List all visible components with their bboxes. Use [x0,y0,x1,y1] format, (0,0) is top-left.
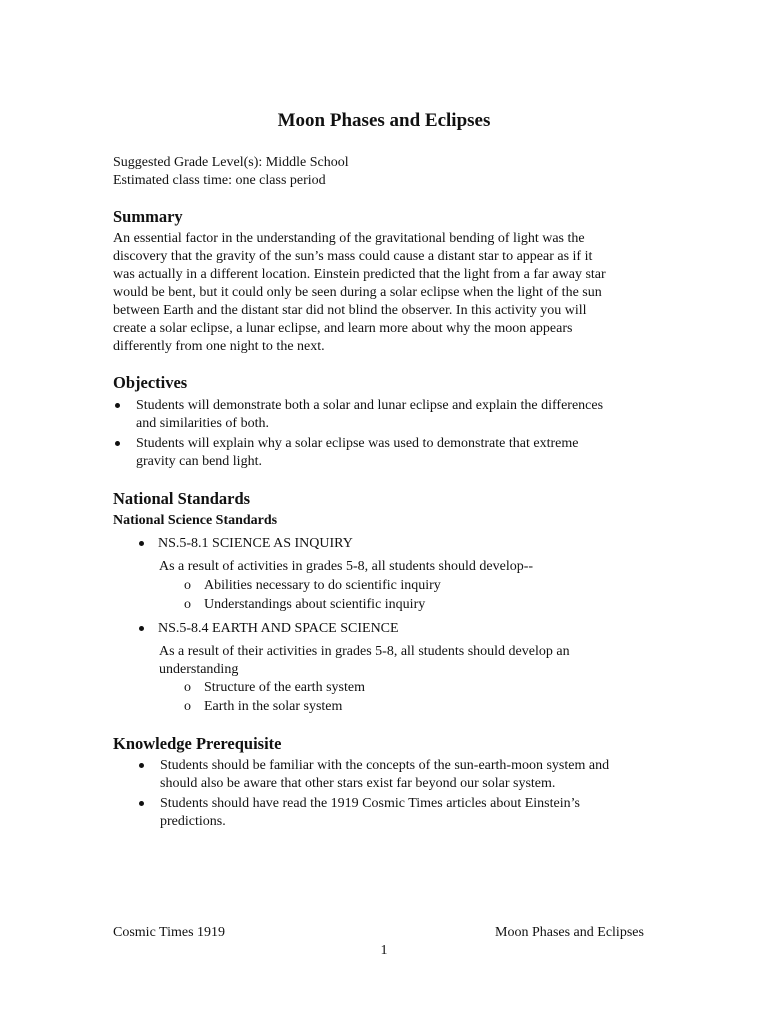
bullet-icon [139,801,144,806]
list-item: Students should have read the 1919 Cosmic Times articles about Einstein’s predictions. [137,795,677,831]
summary-line: An essential factor in the understanding of the gravitational bending of light was the [113,231,585,246]
list-item: o Understandings about scientific inquiry [184,597,426,612]
standards-subheading: National Science Standards [113,513,278,528]
footer-right: Moon Phases and Eclipses [495,925,644,940]
footer-left: Cosmic Times 1919 [113,925,226,940]
standard-sublist [184,678,365,716]
class-time: Estimated class time: one class period [113,173,326,188]
sub-bullet-icon: o [184,578,191,593]
page-number: 1 [380,943,388,958]
bullet-icon [115,441,120,446]
list-item: o Abilities necessary to do scientific inquiry [184,578,441,593]
sub-bullet-icon: o [184,597,191,612]
bullet-icon [139,626,144,631]
prerequisite-heading: Knowledge Prerequisite [113,734,282,753]
standard-intro: As a result of their activities in grades 5-8, all students should develop an understanding [159,644,570,677]
grade-level: Suggested Grade Level(s): Middle School [113,155,349,170]
list-item: o Earth in the solar system [184,699,343,714]
bullet-icon [139,763,144,768]
objectives-list [113,397,673,471]
summary-text [113,230,658,356]
list-item: o Structure of the earth system [184,680,365,695]
standard-code: NS.5-8.1 SCIENCE AS INQUIRY [158,536,353,551]
summary-line: would be bent, but it could only be seen during a solar eclipse when the light of the sun [113,285,602,300]
standard-code: NS.5-8.4 EARTH AND SPACE SCIENCE [158,621,399,636]
list-item: Students should be familiar with the concepts of the sun-earth-moon system and should also be aware that other stars exist far beyond our solar system. [137,757,677,793]
prerequisite-list [137,757,677,831]
sub-bullet-icon: o [184,699,191,714]
summary-heading: Summary [113,207,183,226]
standard-sublist [184,576,441,614]
sub-bullet-icon: o [184,680,191,695]
standard-intro: As a result of activities in grades 5-8, all students should develop-- [159,559,534,574]
list-item: Students will explain why a solar eclipse was used to demonstrate that extreme gravity can bend light. [113,435,673,471]
objectives-heading: Objectives [113,373,188,392]
bullet-icon [115,403,120,408]
summary-line: discovery that the gravity of the sun’s mass could cause a distant star to appear as if it [113,249,593,264]
standards-heading: National Standards [113,489,251,508]
document-title: Moon Phases and Eclipses [277,110,491,131]
list-item: Students will demonstrate both a solar and lunar eclipse and explain the differences and similarities of both. [113,397,673,433]
summary-line: was actually in a different location. Einstein predicted that the light from a far away star [113,267,606,282]
bullet-icon [139,541,144,546]
summary-line: create a solar eclipse, a lunar eclipse, and learn more about why the moon appears [113,321,573,336]
summary-line: between Earth and the distant star did not blind the observer. In this activity you will [113,303,587,318]
summary-line: differently from one night to the next. [113,339,325,354]
